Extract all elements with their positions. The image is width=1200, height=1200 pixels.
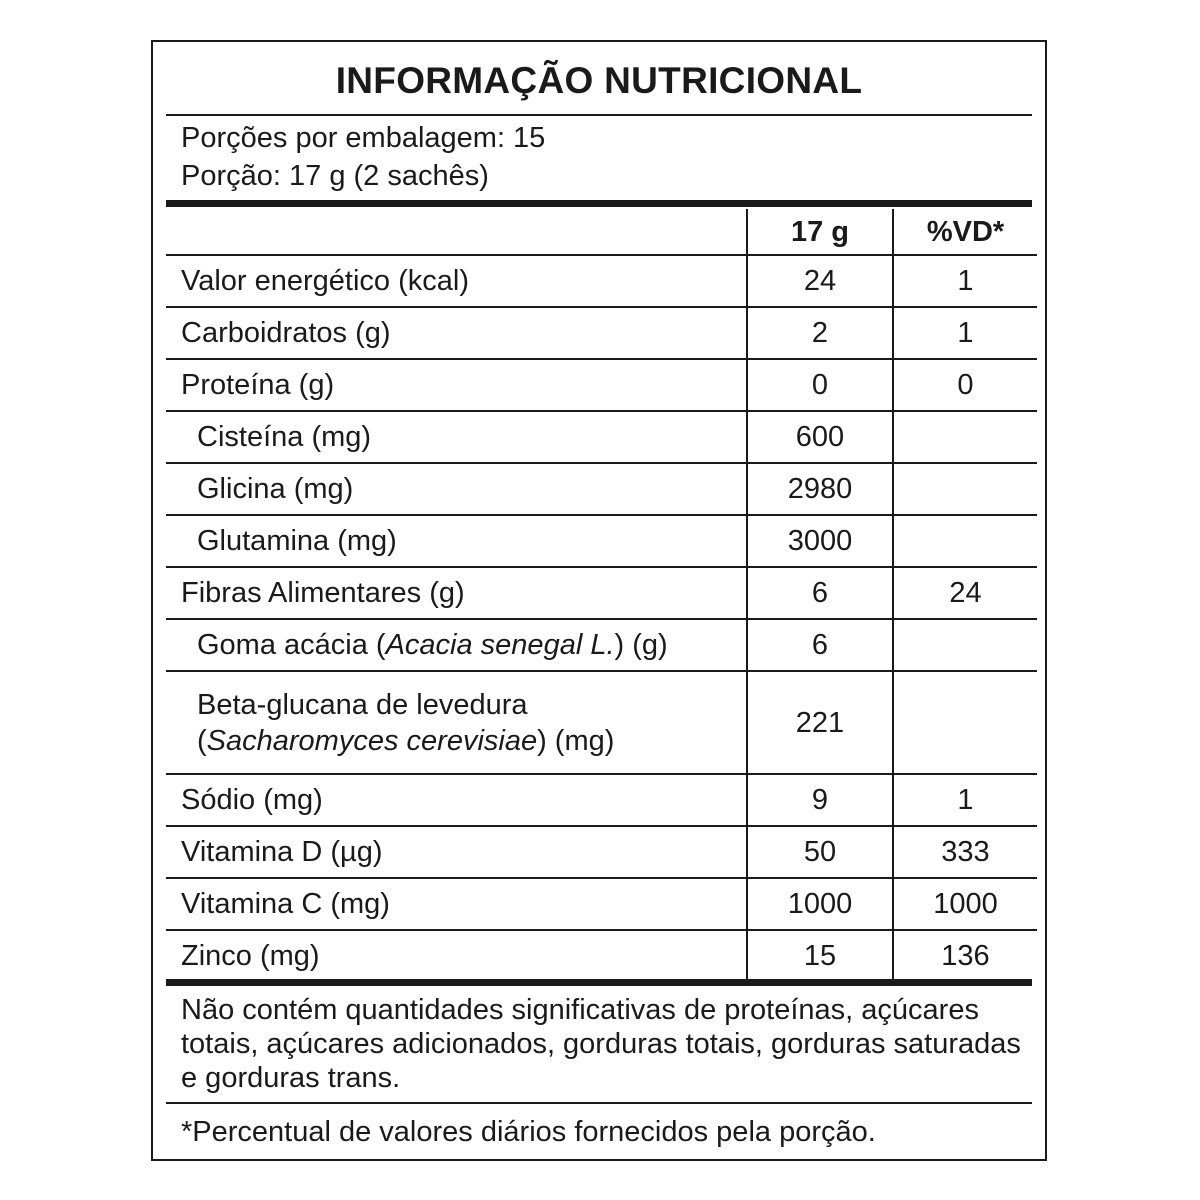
nutrient-label: Glicina (mg) <box>166 463 747 515</box>
nutrient-dv: 1 <box>893 774 1037 826</box>
label-text: ) (mg) <box>537 724 615 757</box>
header-blank-cell <box>166 209 747 255</box>
nutrient-label <box>166 671 747 774</box>
nutrient-label: Glutamina (mg) <box>166 515 747 567</box>
nutrient-amount: 24 <box>747 255 893 307</box>
nutrient-amount: 600 <box>747 411 893 463</box>
nutrient-dv <box>893 515 1037 567</box>
nutrient-label: Zinco (mg) <box>181 940 320 972</box>
table-row <box>166 567 1037 619</box>
nutrient-amount: 6 <box>747 619 893 671</box>
nutrient-label: Valor energético (kcal) <box>166 255 747 307</box>
table-row <box>166 463 1037 515</box>
table-row <box>166 774 1037 826</box>
not-significant-note: Não contém quantidades significativas de proteínas, açúcares totais, açúcares adicionados, gorduras totais, gorduras saturadas e gorduras trans. <box>181 994 1021 1094</box>
nutrient-label: Vitamina C (mg) <box>166 878 747 930</box>
nutrient-amount: 3000 <box>747 515 893 567</box>
nutrient-dv: 1 <box>893 307 1037 359</box>
nutrient-amount: 6 <box>747 567 893 619</box>
label-line: Beta-glucana de levedura <box>197 688 528 721</box>
scientific-name: Acacia senegal L. <box>385 629 615 661</box>
scientific-name: Sacharomyces cerevisiae <box>206 724 538 757</box>
nutrient-amount: 15 <box>747 930 893 981</box>
nutrient-label: Proteína (g) <box>166 359 747 411</box>
table-row <box>166 878 1037 930</box>
nutrition-table <box>166 209 1037 981</box>
divider <box>166 114 1032 116</box>
nutrient-label: Fibras Alimentares (g) <box>166 567 747 619</box>
nutrient-amount: 50 <box>747 826 893 878</box>
nutrient-dv: 0 <box>893 359 1037 411</box>
nutrient-label: Carboidratos (g) <box>166 307 747 359</box>
label-text: Goma acácia ( <box>197 629 386 661</box>
table-row <box>166 930 1037 981</box>
label-text: ) (g) <box>614 629 668 661</box>
divider <box>166 1102 1032 1104</box>
nutrient-amount: 2 <box>747 307 893 359</box>
label-text: ( <box>197 724 207 757</box>
table-row <box>166 255 1037 307</box>
nutrient-dv: 1 <box>893 255 1037 307</box>
label-title: INFORMAÇÃO NUTRICIONAL <box>335 60 863 101</box>
nutrient-dv <box>893 463 1037 515</box>
portion-size: Porção: 17 g (2 sachês) <box>181 160 489 192</box>
thick-divider <box>166 979 1032 986</box>
label-line <box>197 723 746 759</box>
table-row <box>166 307 1037 359</box>
nutrient-label: Cisteína (mg) <box>166 411 747 463</box>
table-header-row <box>166 209 1037 255</box>
nutrient-dv: 1000 <box>893 878 1037 930</box>
header-daily-value: %VD* <box>893 209 1037 255</box>
servings-per-package: Porções por embalagem: 15 <box>181 122 546 154</box>
table-row <box>166 359 1037 411</box>
thick-divider <box>166 200 1032 207</box>
nutrient-amount: 2980 <box>747 463 893 515</box>
nutrient-amount: 1000 <box>747 878 893 930</box>
nutrient-amount: 9 <box>747 774 893 826</box>
nutrient-label: Vitamina D (µg) <box>166 826 747 878</box>
nutrient-label: Sódio (mg) <box>166 774 747 826</box>
table-row <box>166 411 1037 463</box>
nutrient-label <box>166 619 747 671</box>
nutrient-amount: 0 <box>747 359 893 411</box>
nutrient-dv <box>893 671 1037 774</box>
nutrient-dv <box>893 411 1037 463</box>
table-row <box>166 826 1037 878</box>
table-row <box>166 671 1037 774</box>
table-row <box>166 619 1037 671</box>
nutrient-dv: 136 <box>893 930 1037 981</box>
daily-value-footnote: *Percentual de valores diários fornecidos pela porção. <box>181 1116 876 1148</box>
nutrient-dv: 333 <box>893 826 1037 878</box>
nutrient-amount: 221 <box>747 671 893 774</box>
nutrient-dv <box>893 619 1037 671</box>
header-amount: 17 g <box>747 209 893 255</box>
table-row <box>166 515 1037 567</box>
nutrition-facts-label <box>151 40 1047 1161</box>
nutrient-dv: 24 <box>893 567 1037 619</box>
